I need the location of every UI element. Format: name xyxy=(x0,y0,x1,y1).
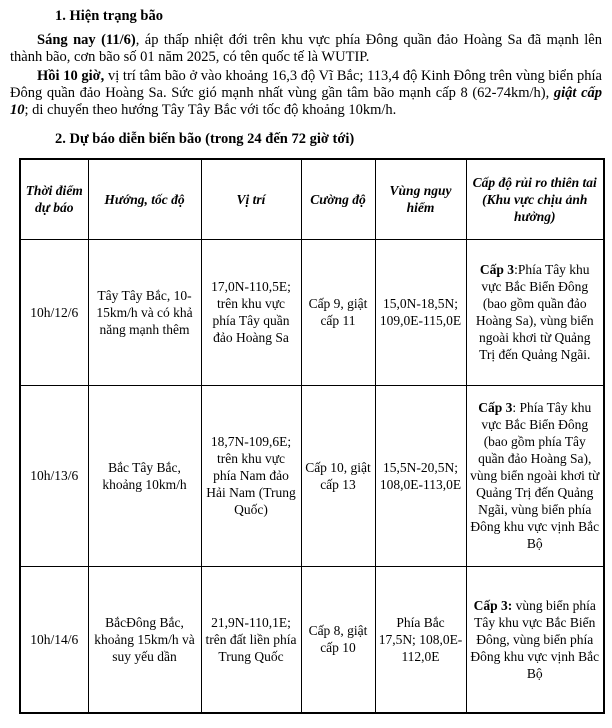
forecast-time: 10h/14/6 xyxy=(20,566,88,713)
para2-bold-italic-gust: giật cấp 10 xyxy=(10,85,603,118)
para2-body-text: vị trí tâm bão ở vào khoảng 16,3 độ Vĩ Bắc; 113,4 độ Kinh Đông trên vùng biển phía Đông quần đảo Hoàng Sa. Sức gió mạnh nhất vùng gần tâm bão mạnh cấp 8 (62-74km/h), xyxy=(10,68,602,101)
col-header-risk-level: Cấp độ rủi ro thiên tai (Khu vực chịu ảnh hưởng) xyxy=(466,159,604,239)
forecast-intensity: Cấp 8, giật cấp 10 xyxy=(301,566,375,713)
forecast-table-header xyxy=(20,159,604,239)
col-header-time: Thời điểm dự báo xyxy=(20,159,88,239)
paragraph-storm-position xyxy=(10,68,602,119)
header-row xyxy=(20,159,604,239)
para1-bold-lead: Sáng nay (11/6) xyxy=(37,32,136,48)
forecast-time: 10h/13/6 xyxy=(20,385,88,566)
forecast-danger-zone: Phía Bắc 17,5N; 108,0E-112,0E xyxy=(375,566,466,713)
forecast-direction: Bắc Tây Bắc, khoảng 10km/h xyxy=(88,385,201,566)
risk-area-text: :Phía Tây khu vực Bắc Biển Đông (bao gồm quần đảo Hoàng Sa), vùng biển ngoài khơi từ Quảng Trị đến Quảng Ngãi. xyxy=(475,262,594,362)
forecast-row-12-6 xyxy=(20,239,604,385)
col-header-intensity: Cường độ xyxy=(301,159,375,239)
forecast-danger-zone: 15,5N-20,5N; 108,0E-113,0E xyxy=(375,385,466,566)
paragraph-storm-formation xyxy=(10,32,602,66)
risk-level-label: Cấp 3 xyxy=(478,400,513,415)
forecast-row-13-6 xyxy=(20,385,604,566)
forecast-table xyxy=(19,158,605,714)
forecast-row-14-6 xyxy=(20,566,604,713)
forecast-direction: BắcĐông Bắc, khoảng 15km/h và suy yếu dần xyxy=(88,566,201,713)
section2-heading: 2. Dự báo diễn biến bão (trong 24 đến 72 giờ tới) xyxy=(55,131,355,147)
risk-level-label: Cấp 3: xyxy=(473,597,513,613)
para1-body-text: , áp thấp nhiệt đới trên khu vực phía Đông quần đảo Hoàng Sa đã mạnh lên thành bão, cơn bão số 01 năm 2025, có tên quốc tế là WUTIP. xyxy=(10,32,602,65)
forecast-direction: Tây Tây Bắc, 10-15km/h và có khả năng mạnh thêm xyxy=(88,239,201,385)
forecast-intensity: Cấp 10, giật cấp 13 xyxy=(301,385,375,566)
forecast-risk xyxy=(466,566,604,713)
risk-area-text: : Phía Tây khu vực Bắc Biển Đông (bao gồm phía Tây quần đảo Hoàng Sa), vùng biển ngoài khơi từ Quảng Trị đến Quảng Ngãi, vùng biển phía Đông khu vực vịnh Bắc Bộ xyxy=(470,400,600,551)
forecast-time: 10h/12/6 xyxy=(20,239,88,385)
forecast-position: 17,0N-110,5E; trên khu vực phía Tây quần đảo Hoàng Sa xyxy=(201,239,301,385)
col-header-danger-zone: Vùng nguy hiểm xyxy=(375,159,466,239)
para2-end-text: ; di chuyển theo hướng Tây Tây Bắc với tốc độ khoảng 10km/h. xyxy=(24,102,397,118)
section1-heading: 1. Hiện trạng bão xyxy=(55,8,163,24)
forecast-position: 21,9N-110,1E; trên đất liền phía Trung Quốc xyxy=(201,566,301,713)
para2-bold-lead: Hồi 10 giờ, xyxy=(37,68,105,84)
col-header-position: Vị trí xyxy=(201,159,301,239)
risk-level-label: Cấp 3 xyxy=(479,262,515,277)
forecast-position: 18,7N-109,6E; trên khu vực phía Nam đảo Hải Nam (Trung Quốc) xyxy=(201,385,301,566)
forecast-risk xyxy=(466,239,604,385)
forecast-table-body xyxy=(20,239,604,713)
risk-area-text: vùng biển phía Tây khu vực Bắc Biển Đông, vùng biển phía Đông khu vực vịnh Bắc Bộ xyxy=(470,597,600,681)
col-header-direction-speed: Hướng, tốc độ xyxy=(88,159,201,239)
forecast-danger-zone: 15,0N-18,5N; 109,0E-115,0E xyxy=(375,239,466,385)
forecast-risk xyxy=(466,385,604,566)
forecast-intensity: Cấp 9, giật cấp 11 xyxy=(301,239,375,385)
